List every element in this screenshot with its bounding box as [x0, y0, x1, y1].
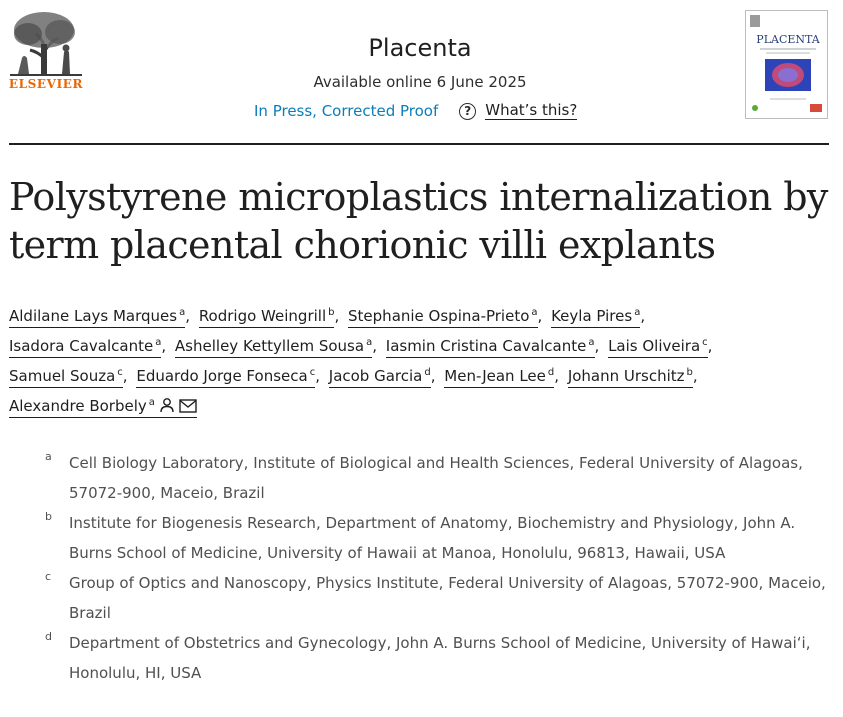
author-link[interactable] — [9, 337, 161, 358]
author-affiliation-marker: c — [309, 367, 316, 378]
author-name: Rodrigo Weingrill — [198, 307, 327, 325]
author-name: Iasmin Cristina Cavalcante — [385, 337, 587, 355]
person-icon — [159, 397, 175, 413]
affiliation-item — [45, 508, 835, 568]
available-online-date: Available online 6 June 2025 — [313, 73, 527, 91]
author-link[interactable] — [608, 337, 708, 358]
journal-cover-thumbnail[interactable] — [745, 10, 828, 119]
question-circle-icon[interactable]: ? — [459, 103, 476, 120]
affiliation-text: Cell Biology Laboratory, Institute of Biological and Health Sciences, Federal University of Alagoas, 57072-900, Maceio, Brazil — [69, 454, 803, 502]
author-link[interactable] — [444, 367, 554, 388]
header-divider — [9, 143, 829, 145]
author-name: Jacob Garcia — [328, 367, 423, 385]
affiliation-item — [45, 628, 835, 688]
author-link[interactable] — [551, 307, 640, 328]
author-affiliation-marker: c — [702, 337, 708, 348]
author-affiliation-marker: a — [148, 397, 155, 408]
author-link[interactable] — [136, 367, 315, 388]
author-link[interactable] — [386, 337, 595, 358]
article-status-line — [254, 100, 577, 122]
author-name: Men-Jean Lee — [444, 367, 546, 385]
affiliation-text: Institute for Biogenesis Research, Department of Anatomy, Biochemistry and Physiology, John A. Burns School of Medicine, University of Hawaii at Manoa, Honolulu, 96813, Hawaii, USA — [69, 514, 796, 562]
in-press-status-link[interactable]: In Press, Corrected Proof — [254, 102, 439, 120]
author-link[interactable] — [9, 307, 185, 328]
journal-title-link[interactable]: Placenta — [368, 34, 472, 62]
affiliation-list — [45, 448, 835, 688]
affiliation-text: Department of Obstetrics and Gynecology, John A. Burns School of Medicine, University of Hawaiʻi, Honolulu, HI, USA — [69, 634, 811, 682]
affiliation-label: d — [45, 630, 52, 643]
author-affiliation-marker: a — [531, 307, 538, 318]
author-affiliation-marker: a — [155, 337, 162, 348]
author-list: Aldilane Lays Marques $^a$, Rodrigo Weingrill $^b$, Stephanie Ospina-Prieto $^a$, Keyla Pires $^a$, Isadora Cavalcante $^a$, Ashelley Kettyllem Sousa $^a$, Iasmin Cristina Cavalcante $^a$, Lais Oliveira $^c$, Samuel Souza $^c$, Eduardo Jorge Fonseca $^c$, Jacob Garcia $^d$, Men-Jean Lee $^d$, Johann Urschitz $^b$, Alexandre Borbely $^a$ — [9, 301, 839, 421]
author-affiliation-marker: d — [547, 367, 555, 378]
author-link[interactable] — [199, 307, 335, 328]
envelope-icon — [179, 399, 197, 413]
author-affiliation-marker: a — [588, 337, 595, 348]
author-name: Lais Oliveira — [608, 337, 701, 355]
author-name: Ashelley Kettyllem Sousa — [174, 337, 365, 355]
author-affiliation-marker: a — [366, 337, 373, 348]
author-link[interactable] — [9, 367, 123, 388]
author-name: Isadora Cavalcante — [9, 337, 154, 355]
author-name: Aldilane Lays Marques — [9, 307, 178, 325]
affiliation-label: c — [45, 570, 52, 583]
author-affiliation-marker: c — [117, 367, 123, 378]
elsevier-wordmark: ELSEVIER — [8, 77, 84, 91]
author-link-corresponding[interactable] — [9, 397, 197, 418]
cover-journal-name: PLACENTA — [756, 33, 820, 46]
author-name: Eduardo Jorge Fonseca — [136, 367, 308, 385]
author-link[interactable] — [348, 307, 538, 328]
author-name: Alexandre Borbely — [9, 397, 147, 415]
article-title: Polystyrene microplastics internalization by term placental chorionic villi explants — [9, 175, 828, 267]
author-link[interactable] — [568, 367, 693, 388]
author-link[interactable] — [175, 337, 372, 358]
author-link[interactable] — [329, 367, 431, 388]
affiliation-label: a — [45, 450, 52, 463]
author-affiliation-marker: a — [179, 307, 186, 318]
author-affiliation-marker: b — [328, 307, 335, 318]
author-affiliation-marker: d — [424, 367, 431, 378]
author-name: Keyla Pires — [551, 307, 633, 325]
affiliation-label: b — [45, 510, 52, 523]
author-affiliation-marker: a — [634, 307, 641, 318]
author-name: Stephanie Ospina-Prieto — [348, 307, 530, 325]
affiliation-text: Group of Optics and Nanoscopy, Physics Institute, Federal University of Alagoas, 57072-900, Maceio, Brazil — [69, 574, 826, 622]
author-name: Samuel Souza — [9, 367, 116, 385]
author-name: Johann Urschitz — [567, 367, 685, 385]
cover-artwork — [746, 11, 827, 118]
affiliation-item — [45, 568, 835, 628]
whats-this-link[interactable]: What’s this? — [485, 101, 578, 119]
article-header — [0, 0, 843, 144]
affiliation-item — [45, 448, 835, 508]
author-affiliation-marker: b — [686, 367, 693, 378]
